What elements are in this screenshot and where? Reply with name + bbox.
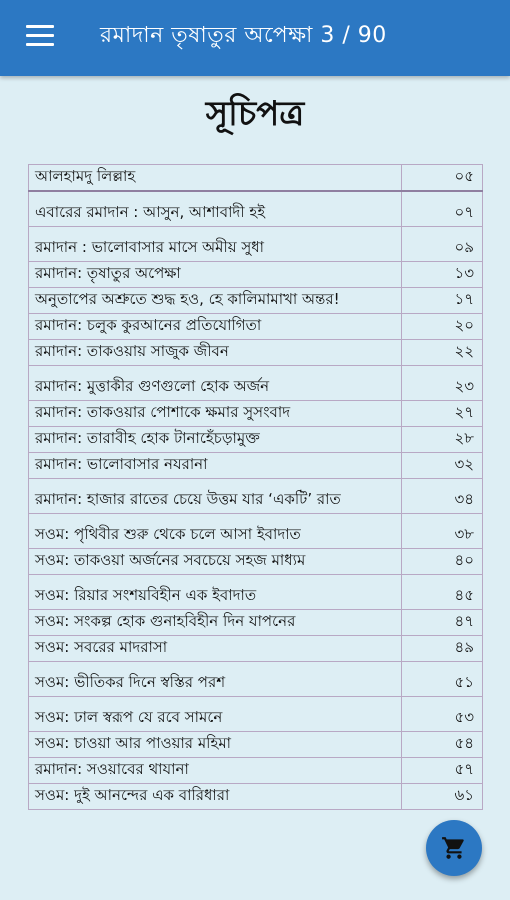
toc-title: অনুতাপের অশ্রুতে শুদ্ধ হও, হে কালিমামাখা অন্তর!: [29, 288, 402, 314]
toc-row[interactable]: [29, 662, 483, 697]
toc-page: ২৮: [402, 427, 483, 453]
toc-title: এবারের রমাদান : আসুন, আশাবাদী হই: [29, 191, 402, 227]
cart-icon: [441, 835, 467, 861]
toc-row[interactable]: [29, 758, 483, 784]
toc-row[interactable]: [29, 427, 483, 453]
toc-row[interactable]: [29, 575, 483, 610]
toc-title: সওম: রিয়ার সংশয়বিহীন এক ইবাদাত: [29, 575, 402, 610]
toc-page: ৪৫: [402, 575, 483, 610]
toc-page: ০৭: [402, 191, 483, 227]
toc-page: ৫৪: [402, 732, 483, 758]
toc-page: ১৩: [402, 262, 483, 288]
toc-title: আলহামদু লিল্লাহ: [29, 165, 402, 192]
toc-page: ০৯: [402, 227, 483, 262]
toc-row[interactable]: [29, 610, 483, 636]
toc-title: সওম: ভীতিকর দিনে স্বস্তির পরশ: [29, 662, 402, 697]
toc-title: রমাদান: তাকওয়ার পোশাকে ক্ষমার সুসংবাদ: [29, 401, 402, 427]
toc-row[interactable]: [29, 549, 483, 575]
toc-title: রমাদান: চলুক কুরআনের প্রতিযোগিতা: [29, 314, 402, 340]
toc-row[interactable]: [29, 314, 483, 340]
toc-page: ৪৯: [402, 636, 483, 662]
app-bar-title: রমাদান তৃষাতুর অপেক্ষা 3 / 90: [100, 23, 387, 48]
toc-title: রমাদান: হাজার রাতের চেয়ে উত্তম যার ‘একটি’ রাত: [29, 479, 402, 514]
toc-page: ০৫: [402, 165, 483, 192]
menu-icon[interactable]: [26, 25, 54, 47]
toc-page: ২০: [402, 314, 483, 340]
toc-row[interactable]: [29, 227, 483, 262]
toc-row[interactable]: [29, 514, 483, 549]
toc-row[interactable]: [29, 262, 483, 288]
toc-title: রমাদান: তাকওয়ায় সাজুক জীবন: [29, 340, 402, 366]
toc-row[interactable]: [29, 288, 483, 314]
toc-row[interactable]: [29, 453, 483, 479]
toc-page: ৫১: [402, 662, 483, 697]
toc-page: ৫৭: [402, 758, 483, 784]
toc-page: ৩৪: [402, 479, 483, 514]
toc-title: রমাদান: মুত্তাকীর গুণগুলো হোক অর্জন: [29, 366, 402, 401]
toc-row[interactable]: [29, 165, 483, 192]
toc-title: সওম: সংকল্প হোক গুনাহবিহীন দিন যাপনের: [29, 610, 402, 636]
toc-title: রমাদান: তারাবীহ হোক টানাহেঁচড়ামুক্ত: [29, 427, 402, 453]
toc-page: ৩২: [402, 453, 483, 479]
toc-title: রমাদান: তৃষাতুর অপেক্ষা: [29, 262, 402, 288]
toc-row[interactable]: [29, 191, 483, 227]
toc-row[interactable]: [29, 784, 483, 810]
toc-page: ৪০: [402, 549, 483, 575]
toc-row[interactable]: [29, 401, 483, 427]
cart-button[interactable]: [426, 820, 482, 876]
toc-page: ২৭: [402, 401, 483, 427]
toc-row[interactable]: [29, 636, 483, 662]
toc-title: সওম: সবরের মাদরাসা: [29, 636, 402, 662]
toc-row[interactable]: [29, 732, 483, 758]
toc-row[interactable]: [29, 479, 483, 514]
toc-title: সওম: পৃথিবীর শুরু থেকে চলে আসা ইবাদাত: [29, 514, 402, 549]
app-bar: [0, 0, 510, 76]
page-title: সূচিপত্র: [205, 94, 305, 134]
toc-page: ২৩: [402, 366, 483, 401]
toc-page: ৬১: [402, 784, 483, 810]
toc-page: ১৭: [402, 288, 483, 314]
toc-title: রমাদান : ভালোবাসার মাসে অমীয় সুধা: [29, 227, 402, 262]
toc-page: ৪৭: [402, 610, 483, 636]
toc-page: ৫৩: [402, 697, 483, 732]
toc-title: সওম: দুই আনন্দের এক বারিধারা: [29, 784, 402, 810]
toc-title: সওম: চাওয়া আর পাওয়ার মহিমা: [29, 732, 402, 758]
toc-row[interactable]: [29, 340, 483, 366]
toc-title: সওম: তাকওয়া অর্জনের সবচেয়ে সহজ মাধ্যম: [29, 549, 402, 575]
toc-title: রমাদান: সওয়াবের থাযানা: [29, 758, 402, 784]
toc-page: ৩৮: [402, 514, 483, 549]
toc-page: ২২: [402, 340, 483, 366]
toc-row[interactable]: [29, 366, 483, 401]
toc-row[interactable]: [29, 697, 483, 732]
toc-title: সওম: ঢাল স্বরূপ যে রবে সামনে: [29, 697, 402, 732]
toc-table: [28, 164, 483, 810]
toc-title: রমাদান: ভালোবাসার নযরানা: [29, 453, 402, 479]
